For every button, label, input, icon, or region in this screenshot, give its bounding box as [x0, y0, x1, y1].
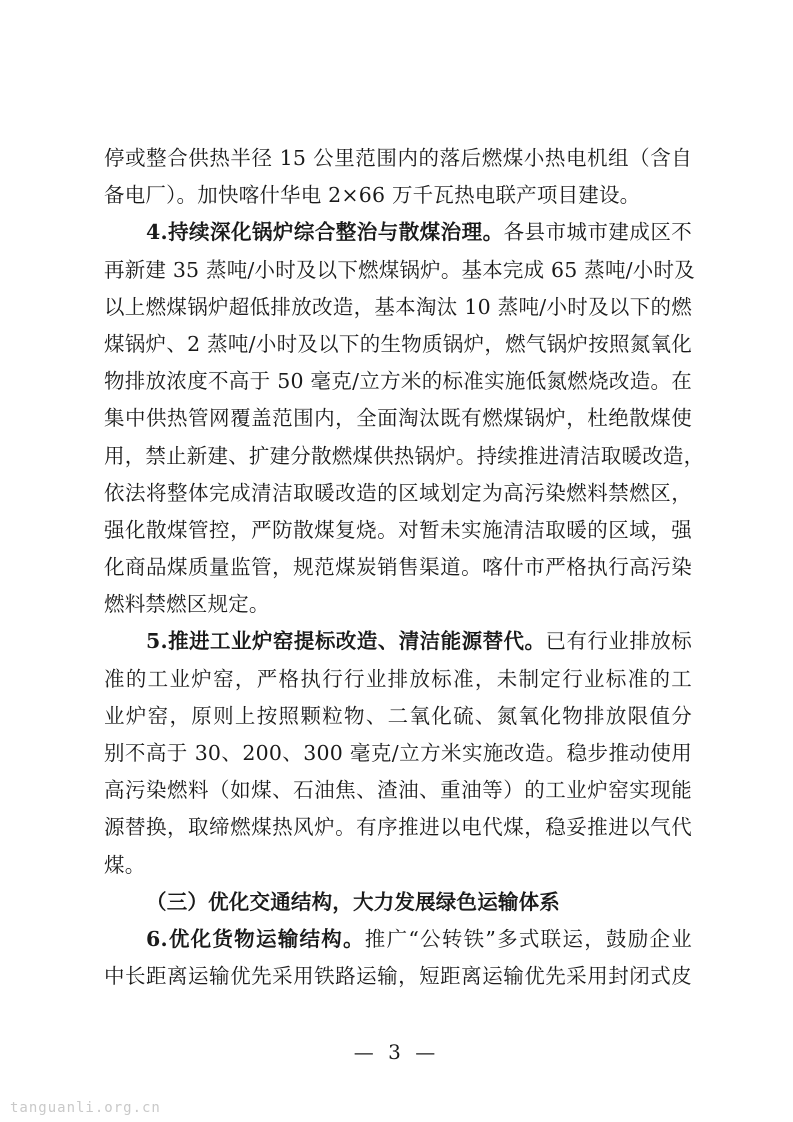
text-line: 强化散煤管控，严防散煤复烧。对暂未实施清洁取暖的区域，强 [104, 517, 692, 542]
item-heading: 5.推进工业炉窑提标改造、清洁能源替代。 [146, 629, 546, 654]
text-span: 推广“公转铁”多式联运，鼓励企业 [364, 926, 692, 951]
item-heading: 6.优化货物运输结构。 [146, 926, 365, 951]
page-number: — 3 — [353, 1040, 440, 1064]
paragraph-first-line [104, 214, 692, 251]
text-line: 业炉窑，原则上按照颗粒物、二氧化硫、氮氧化物排放限值分 [104, 703, 692, 728]
text-line: 依法将整体完成清洁取暖改造的区域划定为高污染燃料禁燃区， [104, 480, 692, 505]
text-line: 化商品煤质量监管，规范煤炭销售渠道。喀什市严格执行高污染 [104, 555, 692, 580]
item-heading: 4.持续深化锅炉综合整治与散煤治理。 [146, 220, 504, 245]
text-line: 源替换，取缔燃煤热风炉。有序推进以电代煤，稳妥推进以气代 [104, 815, 692, 840]
text-line: 别不高于 30、200、300 毫克/立方米实施改造。稳步推动使用 [104, 741, 692, 765]
text-line: 物排放浓度不高于 50 毫克/立方米的标准实施低氮燃烧改造。在 [104, 369, 692, 394]
text-line: 燃料禁燃区规定。 [104, 592, 270, 617]
text-line: 备电厂）。加快喀什华电 2×66 万千瓦热电联产项目建设。 [104, 183, 641, 208]
document-body [104, 140, 705, 995]
text-line: 煤锅炉、2 蒸吨/小时及以下的生物质锅炉，燃气锅炉按照氮氧化 [104, 331, 692, 356]
text-line: 停或整合供热半径 15 公里范围内的落后燃煤小热电机组（含自 [104, 146, 692, 170]
text-line: 集中供热管网覆盖范围内，全面淘汰既有燃煤锅炉，杜绝散煤使 [104, 406, 692, 431]
text-span: 已有行业排放标 [545, 629, 692, 654]
paragraph-first-line [104, 623, 692, 660]
text-span: 各县市城市建成区不 [503, 220, 693, 245]
text-line: 再新建 35 蒸吨/小时及以下燃煤锅炉。基本完成 65 蒸吨/小时及 [104, 257, 695, 282]
watermark: tanguanli.org.cn [10, 1100, 161, 1116]
paragraph-first-line [104, 921, 692, 958]
section-heading: （三）优化交通结构，大力发展绿色运输体系 [146, 889, 560, 914]
text-line: 煤。 [104, 852, 146, 877]
text-line: 高污染燃料（如煤、石油焦、渣油、重油等）的工业炉窑实现能 [104, 778, 692, 803]
text-line: 用，禁止新建、扩建分散燃煤供热锅炉。持续推进清洁取暖改造， [104, 443, 705, 468]
text-line: 以上燃煤锅炉超低排放改造，基本淘汰 10 蒸吨/小时及以下的燃 [104, 294, 692, 319]
text-line: 准的工业炉窑，严格执行行业排放标准，未制定行业标准的工 [104, 666, 692, 691]
text-line: 中长距离运输优先采用铁路运输，短距离运输优先采用封闭式皮 [104, 964, 692, 989]
